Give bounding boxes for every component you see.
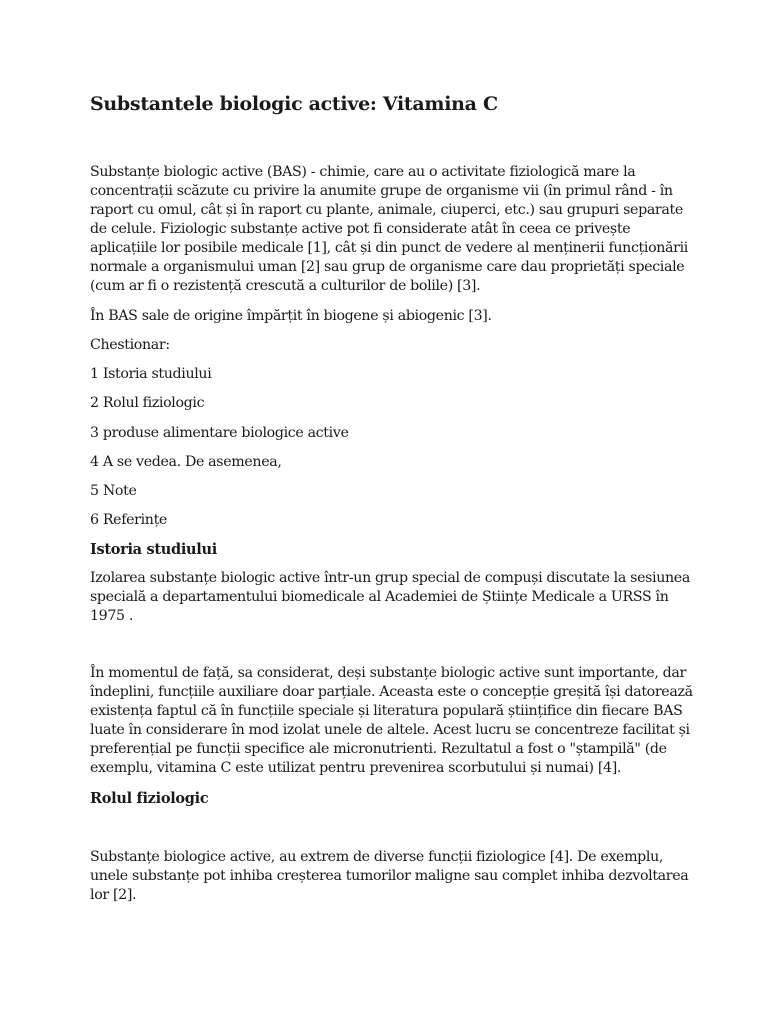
document-title: Substantele biologic active: Vitamina C <box>90 93 498 115</box>
role-heading: Rolul fiziologic <box>90 790 209 807</box>
intro-paragraph: Substanțe biologic active (BAS) - chimie, care au o activitate fiziologică mare la concentrații scăzute cu privire la anumite grupe de organisme vii (în primul rând - în raport cu omul, cât și în raport cu plante, animale, ciuperci, etc.) sau grupuri separate de celule. Fiziologic substanțe active pot fi considerate atât în ceea ce privește aplicațiile lor posibile medicale [1], cât și din punct de vedere al menținerii funcționării normale a organismului uman [2] sau grup de organisme care dau proprietăți speciale (cum ar fi o rezistență crescută a culturilor de bolile) [3]. <box>90 164 688 294</box>
origin-paragraph: În BAS sale de origine împărțit în biogene și abiogenic [3]. <box>90 308 492 324</box>
history-paragraph-2: În momentul de față, sa considerat, deși substanțe biologic active sunt importante, dar îndeplini, funcțiile auxiliare doar parțiale. Aceasta este o concepție greșită își datorează existența faptul că în funcțiile speciale și literatura populară științifice din fiecare BAS luate în considerare în mod izolat unele de altele. Acest lucru se concentreze facilitat și preferențial pe funcții specifice ale micronutrienti. Rezultatul a fost o "ștampilă" (de exemplu, vitamina C este utilizat pentru prevenirea scorbutului și numai) [4]. <box>90 665 693 776</box>
role-paragraph-1: Substanțe biologice active, au extrem de diverse funcții fiziologice [4]. De exemplu, unele substanțe pot inhiba creșterea tumorilor maligne sau complet inhiba dezvoltarea lor [2]. <box>90 849 689 903</box>
toc-item-role: 2 Rolul fiziologic <box>90 395 205 411</box>
history-heading: Istoria studiului <box>90 541 217 558</box>
toc-item-history: 1 Istoria studiului <box>90 366 212 382</box>
toc-item-references: 6 Referințe <box>90 512 167 528</box>
toc-item-see-also: 4 A se vedea. De asemenea, <box>90 454 282 470</box>
toc-item-foods: 3 produse alimentare biologice active <box>90 425 349 441</box>
history-paragraph-1: Izolarea substanțe biologic active într-un grup special de compuși discutate la sesiunea specială a departamentului biomedicale al Academiei de Științe Medicale a URSS în 1975 . <box>90 570 690 624</box>
questionnaire-label: Chestionar: <box>90 337 170 353</box>
toc-item-notes: 5 Note <box>90 483 137 499</box>
